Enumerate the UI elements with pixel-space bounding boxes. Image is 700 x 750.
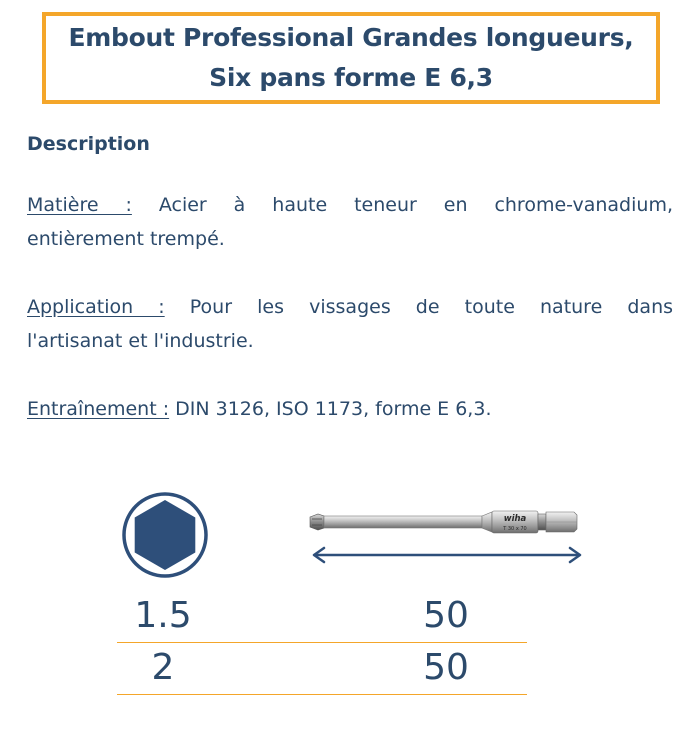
spec-row <box>117 646 527 695</box>
spec-row <box>117 594 527 643</box>
hexagon-socket-icon <box>122 492 208 578</box>
paragraph-matiere <box>27 188 673 256</box>
paragraph-application <box>27 290 673 358</box>
spec-size: 2 <box>151 647 175 688</box>
label-entrainement: Entraînement : <box>27 398 170 420</box>
text-entrainement: DIN 3126, ISO 1173, forme E 6,3. <box>175 398 492 420</box>
spec-length: 50 <box>423 647 469 688</box>
text-matiere-line-2: entièrement trempé. <box>27 228 225 250</box>
page-title-line-2: Six pans forme E 6,3 <box>209 63 493 92</box>
paragraph-application-line-1 <box>27 290 673 324</box>
text-matiere-line-1: Acier à haute teneur en chrome-vanadium, <box>158 194 673 216</box>
double-arrow-icon <box>314 548 580 562</box>
title-box <box>42 12 660 104</box>
screwdriver-bit-icon <box>306 502 586 572</box>
paragraph-matiere-line-1 <box>27 188 673 222</box>
spec-size: 1.5 <box>134 595 192 636</box>
text-application-line-2: l'artisanat et l'industrie. <box>27 330 254 352</box>
label-matiere: Matière : <box>27 194 132 216</box>
bit-brand-text: wiha <box>503 514 527 524</box>
paragraph-entrainement-line <box>27 392 673 426</box>
label-application: Application : <box>27 296 165 318</box>
page-title-line-1: Embout Professional Grandes longueurs, <box>68 23 634 52</box>
bit-marking-text: T 30 x 70 <box>503 526 527 532</box>
paragraph-entrainement <box>27 392 673 426</box>
section-heading-description: Description <box>27 133 150 155</box>
spec-length: 50 <box>423 595 469 636</box>
text-application-line-1: Pour les vissages de toute nature dans <box>189 296 674 318</box>
